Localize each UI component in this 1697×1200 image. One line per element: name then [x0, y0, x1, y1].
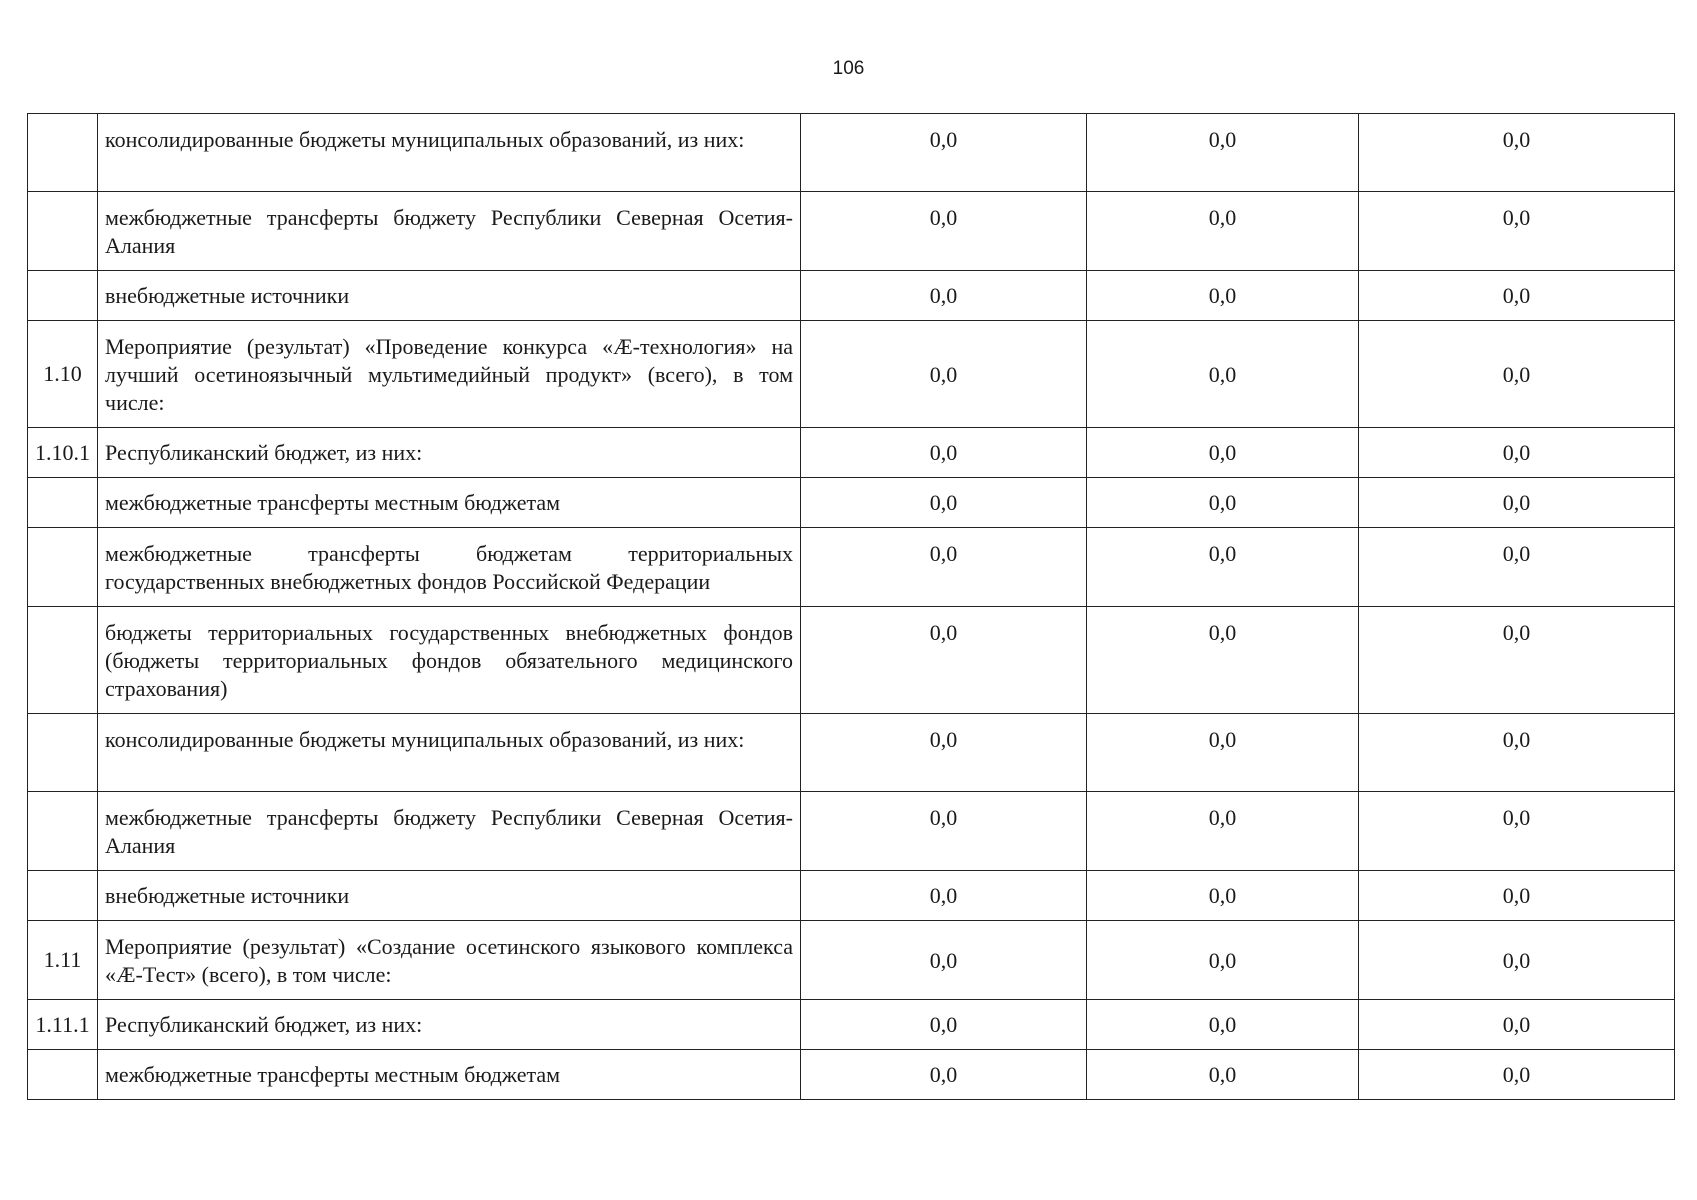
value-col-3: 0,0 [1359, 1000, 1675, 1050]
value-col-3: 0,0 [1359, 607, 1675, 714]
value-col-3: 0,0 [1359, 871, 1675, 921]
table-row [28, 114, 1675, 192]
value-col-2: 0,0 [1087, 321, 1359, 428]
value-col-1: 0,0 [801, 607, 1087, 714]
row-description: межбюджетные трансферты местным бюджетам [98, 1050, 801, 1100]
value-col-1: 0,0 [801, 321, 1087, 428]
value-col-2: 0,0 [1087, 921, 1359, 1000]
row-number [28, 871, 98, 921]
value-col-2: 0,0 [1087, 1050, 1359, 1100]
table-row [28, 607, 1675, 714]
row-description: бюджеты территориальных государственных внебюджетных фондов (бюджеты территориальных фондов обязательного медицинского страхования) [98, 607, 801, 714]
value-col-2: 0,0 [1087, 528, 1359, 607]
value-col-3: 0,0 [1359, 714, 1675, 792]
value-col-3: 0,0 [1359, 921, 1675, 1000]
row-description: консолидированные бюджеты муниципальных образований, из них: [98, 114, 801, 192]
row-number [28, 714, 98, 792]
row-number [28, 192, 98, 271]
value-col-3: 0,0 [1359, 428, 1675, 478]
row-description: Республиканский бюджет, из них: [98, 1000, 801, 1050]
value-col-1: 0,0 [801, 528, 1087, 607]
row-number: 1.10.1 [28, 428, 98, 478]
value-col-1: 0,0 [801, 792, 1087, 871]
value-col-1: 0,0 [801, 921, 1087, 1000]
row-description: внебюджетные источники [98, 871, 801, 921]
row-description: межбюджетные трансферты бюджету Республики Северная Осетия-Алания [98, 792, 801, 871]
value-col-3: 0,0 [1359, 528, 1675, 607]
row-number [28, 792, 98, 871]
table-row [28, 1050, 1675, 1100]
row-description: Мероприятие (результат) «Проведение конкурса «Æ-технология» на лучший осетиноязычный мультимедийный продукт» (всего), в том числе: [98, 321, 801, 428]
value-col-1: 0,0 [801, 428, 1087, 478]
row-description: Республиканский бюджет, из них: [98, 428, 801, 478]
value-col-1: 0,0 [801, 714, 1087, 792]
page-number: 106 [832, 58, 865, 79]
table-row [28, 1000, 1675, 1050]
value-col-3: 0,0 [1359, 114, 1675, 192]
row-number [28, 114, 98, 192]
value-col-2: 0,0 [1087, 428, 1359, 478]
value-col-1: 0,0 [801, 871, 1087, 921]
row-description: межбюджетные трансферты местным бюджетам [98, 478, 801, 528]
value-col-3: 0,0 [1359, 478, 1675, 528]
table-row [28, 792, 1675, 871]
value-col-1: 0,0 [801, 1000, 1087, 1050]
table-row [28, 271, 1675, 321]
value-col-2: 0,0 [1087, 192, 1359, 271]
row-number [28, 1050, 98, 1100]
row-number [28, 607, 98, 714]
value-col-1: 0,0 [801, 478, 1087, 528]
table-row [28, 714, 1675, 792]
row-description: внебюджетные источники [98, 271, 801, 321]
value-col-3: 0,0 [1359, 271, 1675, 321]
value-col-2: 0,0 [1087, 478, 1359, 528]
budget-table [27, 113, 1675, 1100]
row-description: межбюджетные трансферты бюджетам территориальных государственных внебюджетных фондов Российской Федерации [98, 528, 801, 607]
row-description: Мероприятие (результат) «Создание осетинского языкового комплекса «Æ-Тест» (всего), в том числе: [98, 921, 801, 1000]
value-col-1: 0,0 [801, 1050, 1087, 1100]
table-row [28, 428, 1675, 478]
row-description: межбюджетные трансферты бюджету Республики Северная Осетия-Алания [98, 192, 801, 271]
row-description: консолидированные бюджеты муниципальных образований, из них: [98, 714, 801, 792]
row-number [28, 528, 98, 607]
row-number [28, 478, 98, 528]
value-col-1: 0,0 [801, 114, 1087, 192]
value-col-2: 0,0 [1087, 1000, 1359, 1050]
value-col-2: 0,0 [1087, 271, 1359, 321]
value-col-2: 0,0 [1087, 114, 1359, 192]
value-col-2: 0,0 [1087, 871, 1359, 921]
value-col-1: 0,0 [801, 192, 1087, 271]
row-number: 1.11.1 [28, 1000, 98, 1050]
table-row [28, 321, 1675, 428]
value-col-2: 0,0 [1087, 607, 1359, 714]
value-col-3: 0,0 [1359, 192, 1675, 271]
value-col-3: 0,0 [1359, 1050, 1675, 1100]
table-row [28, 528, 1675, 607]
value-col-1: 0,0 [801, 271, 1087, 321]
value-col-2: 0,0 [1087, 792, 1359, 871]
table-row [28, 192, 1675, 271]
table-row [28, 921, 1675, 1000]
table-row [28, 478, 1675, 528]
value-col-2: 0,0 [1087, 714, 1359, 792]
value-col-3: 0,0 [1359, 792, 1675, 871]
row-number [28, 271, 98, 321]
value-col-3: 0,0 [1359, 321, 1675, 428]
table-row [28, 871, 1675, 921]
row-number: 1.10 [28, 321, 98, 428]
row-number: 1.11 [28, 921, 98, 1000]
